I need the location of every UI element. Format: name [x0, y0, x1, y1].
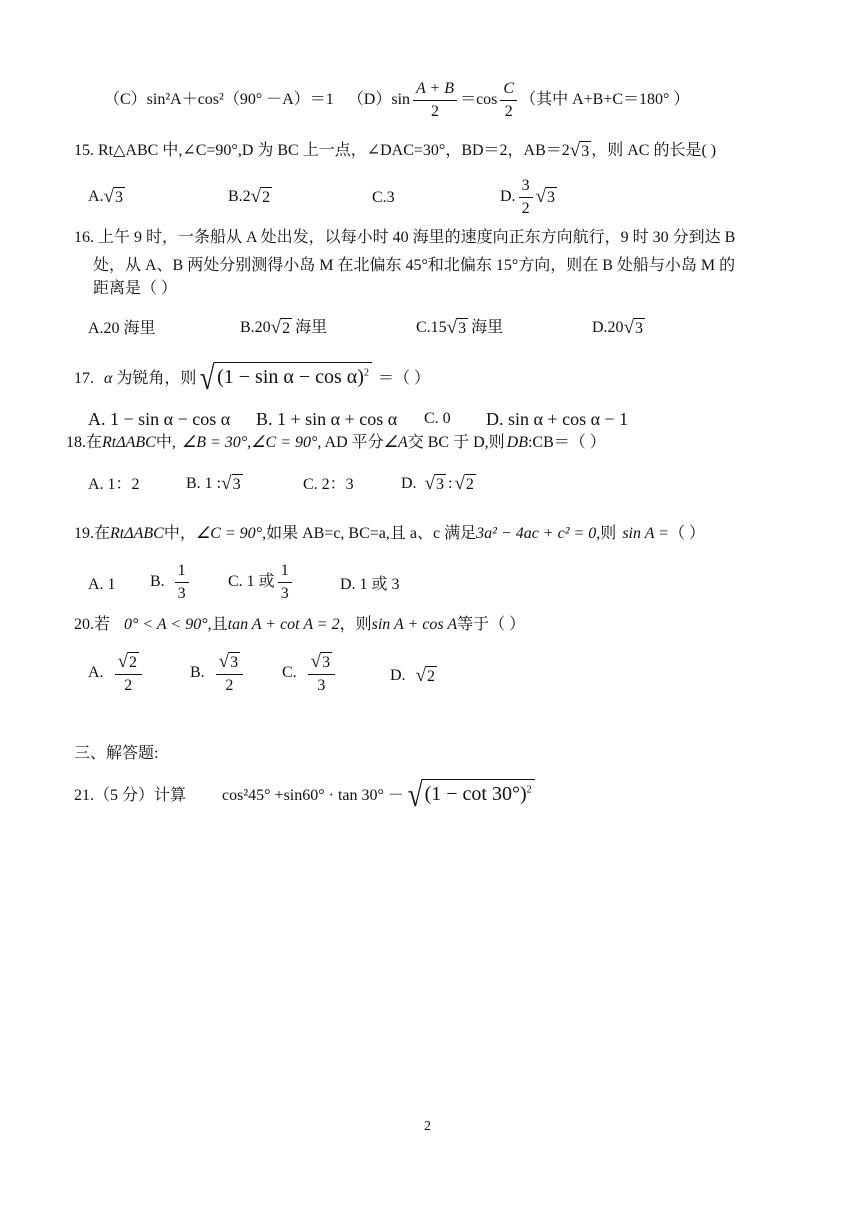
q17-option-c: C. 0	[424, 410, 451, 427]
q17-radical: √ $(1 - \sin \alpha - \cos \alpha)^2$	[196, 362, 372, 396]
q15-option-b: B.2 √ 2	[228, 186, 271, 207]
q21-stem: 21.（5 分）计算 cos²45° +sin60° · tan 30° － √ $(1 - \cot 30^\circ)^2$	[74, 779, 535, 813]
q20-option-b: B. √ 3 2	[190, 652, 246, 694]
q15-option-a: A. √ 3	[88, 186, 123, 207]
q15-option-d: D. $\frac{3}{2}$ √ 3	[500, 177, 555, 217]
q19-stem: 19.在 RtΔABC 中， ∠C = 90° ,如果 AB=c, BC=a,且 a、c 满足 3a² − 4ac + c² = 0 ,则 sin A = （ ）	[74, 525, 705, 542]
q17-option-a: A. 1 − sin α − cos α	[88, 409, 231, 429]
q19-option-a: A. 1	[88, 576, 116, 593]
q16-option-c: C.15 √ 3 海里	[416, 317, 504, 338]
q16-line-1: 16. 上午 9 时，一条船从 A 处出发，以每小时 40 海里的速度向正东方向航行，9 时 30 分到达 B	[74, 229, 736, 246]
q19-option-c: C. 1 或 $\frac{1}{3}$	[228, 562, 295, 602]
q16-line-3: 距离是（ ）	[93, 280, 178, 297]
q17-stem: 17. α 为锐角，则 √ $(1 - \sin \alpha - \cos \alpha)^2$ ＝（ ）	[74, 360, 430, 397]
q17-option-d: D. sin α + cos α − 1	[486, 409, 629, 429]
q15-sqrt: √ 3	[569, 140, 590, 161]
q16-option-d: D.20 √ 3	[592, 317, 643, 338]
q16-option-b: B.20 √ 2 海里	[240, 317, 328, 338]
q18-option-b: B. 1 : √ 3	[186, 473, 241, 494]
q14-option-d-eq-cos: ＝cos	[460, 91, 498, 109]
q15-option-c: C.3	[372, 189, 395, 206]
q14-option-d-label: （D）sin	[347, 91, 411, 109]
q20-option-a: A. √ 2 2	[88, 652, 145, 694]
section-3-heading: 三、解答题:	[74, 745, 159, 762]
q19-option-d: D. 1 或 3	[340, 576, 400, 593]
q18-stem: 18.在 RtΔABC 中, ∠B = 30° ,∠C = 90° , AD 平分 ∠A 交 BC 于 D,则 DB :CB＝（ ）	[66, 434, 606, 451]
q18-option-a: A. 1：2	[88, 476, 140, 493]
q17-option-b: B. 1 + sin α + cos α	[256, 409, 398, 429]
q18-option-d: D. √ 3 : √ 2	[401, 473, 474, 494]
q14-option-c: （C）sin²A＋cos²（90° －A）＝1	[104, 91, 334, 109]
q20-option-d: D. √ 2	[390, 665, 435, 686]
q15-stem: 15. Rt△ABC 中,∠C=90°,D 为 BC 上一点，∠DAC=30°，BD＝2，AB＝2 √ 3 ，则 AC 的长是( )	[74, 140, 717, 161]
page-number: 2	[424, 1119, 431, 1134]
q14-tail-line	[104, 80, 689, 120]
q16-line-2: 处，从 A、B 两处分别测得小岛 M 在北偏东 45°和北偏东 15°方向，则在 B 处船与小岛 M 的	[93, 257, 736, 274]
q21-radical: √ $(1 - \cot 30^\circ)^2$	[404, 779, 535, 813]
q14-option-d-fraction: $\frac{A + B}{2}$	[413, 80, 457, 120]
q20-option-c: C. √ 3 3	[282, 652, 338, 694]
q18-option-c: C. 2：3	[303, 476, 354, 493]
q19-option-b: B. $\frac{1}{3}$	[150, 562, 192, 602]
q14-option-d-note: （其中 A+B+C＝180° ）	[520, 91, 690, 109]
q14-option-d-fraction2: $\frac{C}{2}$	[500, 80, 517, 120]
q16-option-a: A.20 海里	[88, 320, 156, 337]
q20-stem: 20.若 0° < A < 90° ,且 tan A + cot A = 2 ，则 sin A + cos A 等于（ ）	[74, 616, 526, 633]
